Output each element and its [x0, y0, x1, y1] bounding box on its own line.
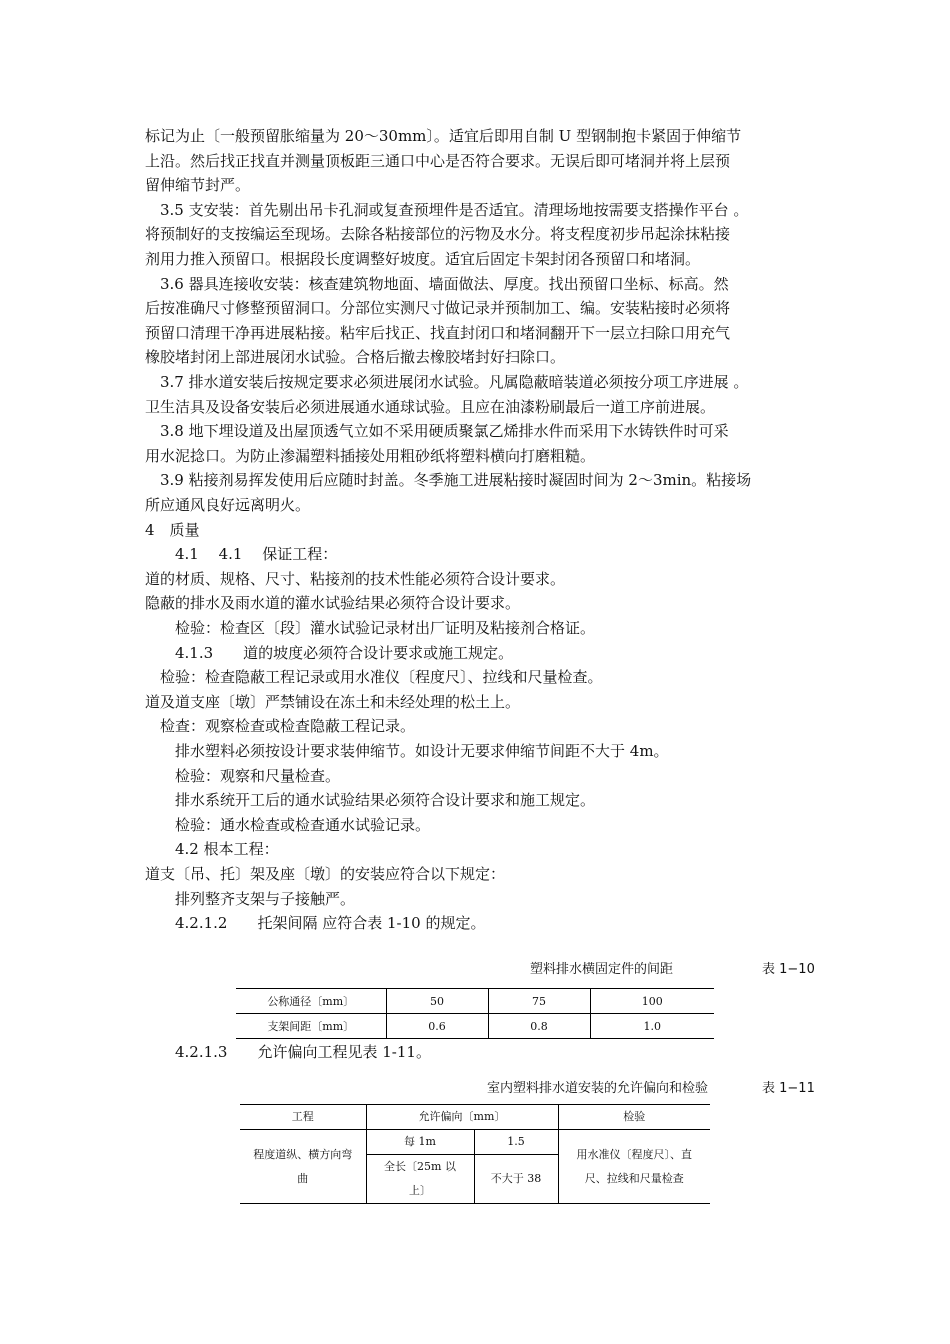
text-line: 3.7 排水道安装后按规定要求必须进展闭水试验。凡属隐蔽暗装道必须按分项工序进展 。	[145, 373, 749, 391]
text-line: 4.2.1.3 允许偏向工程见表 1-11。	[145, 1043, 431, 1061]
item-cell: 程度道纵、横方向弯曲	[240, 1130, 366, 1204]
table-1-11	[240, 1104, 710, 1204]
text-line: 卫生洁具及设备安装后必须进展通水通球试验。且应在油漆粉刷最后一道工序前进展。	[145, 397, 716, 416]
table-header-row	[240, 1105, 710, 1130]
table-cell: 不大于 38	[474, 1155, 558, 1204]
text-line: 3.5 支安装：首先剔出吊卡孔洞或复查预埋件是否适宜。清理场地按需要支搭操作平台 。	[145, 200, 749, 219]
table-cell: 50	[386, 989, 488, 1014]
text-line: 4.1.3 道的坡度必须符合设计要求或施工规定。	[145, 643, 514, 662]
text-line: 预留口清理干净再进展粘接。粘牢后找正、找直封闭口和堵洞翻开下一层立扫除口用充气	[145, 323, 731, 342]
text-line: 后按准确尺寸修整预留洞口。分部位实测尺寸做记录并预制加工、编。安装粘接时必须将	[145, 299, 731, 318]
text-line: 检查：观察检查或检查隐蔽工程记录。	[145, 717, 416, 736]
method-cell: 用水准仪〔程度尺〕、直尺、拉线和尺量检查	[558, 1130, 710, 1204]
table-cell: 支架间距〔mm〕	[236, 1014, 386, 1039]
header-cell: 工程	[240, 1105, 366, 1130]
table-cell: 100	[590, 989, 714, 1014]
text-line: 道的材质、规格、尺寸、粘接剂的技术性能必须符合设计要求。	[145, 569, 566, 588]
table-cell: 0.8	[488, 1014, 590, 1039]
table-cell: 1.5	[474, 1130, 558, 1155]
table-1-10	[236, 988, 714, 1039]
text-line: 排水系统开工后的通水试验结果必须符合设计要求和施工规定。	[145, 791, 596, 810]
text-line: 剂用力推入预留口。根据段长度调整好坡度。适宜后固定卡架封闭各预留口和堵洞。	[145, 250, 701, 268]
header-cell: 检验	[558, 1105, 710, 1130]
text-line: 检验：检查区〔段〕灌水试验记录材出厂证明及粘接剂合格证。	[145, 619, 596, 637]
text-line: 道支〔吊、托〕架及座〔墩〕的安装应符合以下规定：	[145, 865, 506, 883]
text-line: 用水泥捻口。为防止渗漏塑料插接处用粗砂纸将塑料横向打磨粗糙。	[145, 446, 596, 465]
text-line: 3.8 地下埋设道及出屋顶透气立如不采用硬质聚氯乙烯排水件而采用下水铸铁件时可采	[145, 422, 729, 441]
header-cell: 允许偏向〔mm〕	[366, 1105, 558, 1130]
table-1-11-title: 室内塑料排水道安装的允许偏向和检验	[487, 1081, 709, 1096]
text-line: 排水塑料必须按设计要求装伸缩节。如设计无要求伸缩节间距不大于 4m。	[145, 742, 669, 760]
text-line: 道及道支座〔墩〕严禁铺设在冻土和未经处理的松土上。	[145, 692, 521, 711]
text-line: 标记为止〔一般预留胀缩量为 20～30mm〕。适宜后即用自制 U 型钢制抱卡紧固于伸缩节	[145, 127, 742, 145]
text-line: 检验：通水检查或检查通水试验记录。	[145, 815, 431, 834]
text-line: 橡胶堵封闭上部进展闭水试验。合格后撤去橡胶堵封好扫除口。	[145, 348, 566, 367]
table-row	[236, 989, 714, 1014]
table-cell: 全长〔25m 以上〕	[366, 1155, 474, 1204]
text-line: 3.6 器具连接收安装：核查建筑物地面、墙面做法、厚度。找出预留口坐标、标高。然	[145, 274, 729, 293]
table-row	[240, 1130, 710, 1155]
table-cell: 75	[488, 989, 590, 1014]
text-line: 上沿。然后找正找直并测量顶板距三通口中心是否符合要求。无误后即可堵洞并将上层预	[145, 151, 731, 170]
text-line: 4.2.1.2 托架间隔 应符合表 1-10 的规定。	[145, 914, 486, 933]
table-1-10-number: 表 1−10	[762, 962, 815, 977]
table-row	[236, 1014, 714, 1039]
text-line: 隐蔽的排水及雨水道的灌水试验结果必须符合设计要求。	[145, 594, 521, 613]
table-1-11-number: 表 1−11	[762, 1081, 815, 1096]
text-line: 4.2 根本工程：	[145, 840, 279, 859]
text-line: 检验：观察和尺量检查。	[145, 766, 341, 785]
text-line: 留伸缩节封严。	[145, 176, 251, 195]
text-line: 所应通风良好远离明火。	[145, 496, 311, 514]
table-1-10-title: 塑料排水横固定件的间距	[530, 962, 674, 977]
text-line: 排列整齐支架与子接触严。	[145, 889, 356, 908]
table-cell: 公称通径〔mm〕	[236, 989, 386, 1014]
table-cell: 每 1m	[366, 1130, 474, 1155]
text-line: 检验：检查隐蔽工程记录或用水准仪〔程度尺〕、拉线和尺量检查。	[145, 668, 603, 687]
text-line: 将预制好的支按编运至现场。去除各粘接部位的污物及水分。将支程度初步吊起涂抹粘接	[145, 225, 731, 244]
text-line: 4.1 4.1 保证工程：	[145, 545, 338, 564]
table-cell: 0.6	[386, 1014, 488, 1039]
text-line: 4 质量	[145, 520, 200, 539]
text-line: 3.9 粘接剂易挥发使用后应随时封盖。冬季施工进展粘接时凝固时间为 2～3min。粘接场	[145, 471, 752, 490]
table-cell: 1.0	[590, 1014, 714, 1039]
